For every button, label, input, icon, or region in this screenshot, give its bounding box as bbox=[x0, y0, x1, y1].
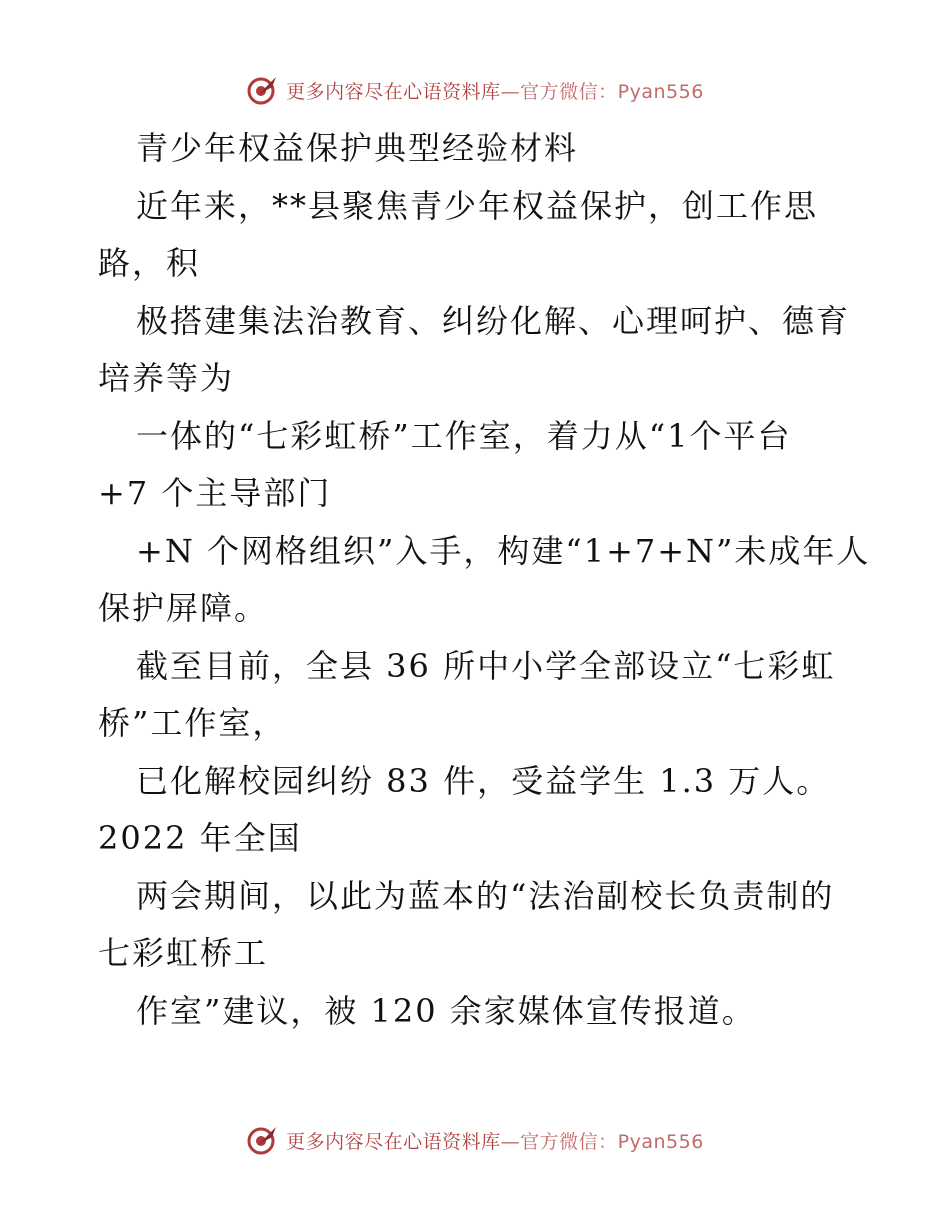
header-banner-text: 更多内容尽在心语资料库—官方微信：Pyan556 bbox=[286, 80, 704, 103]
document-body bbox=[98, 120, 871, 1040]
paragraph-line: 七彩虹桥工 bbox=[98, 934, 269, 972]
paragraph-line: 一体的“七彩虹桥”工作室，着力从“1个平台 bbox=[136, 416, 792, 455]
paragraph-line: 截至目前，全县 36 所中小学全部设立“七彩虹 bbox=[136, 646, 836, 685]
document-title: 青少年权益保护典型经验材料 bbox=[136, 129, 579, 167]
quill-pen-logo-icon bbox=[246, 73, 280, 107]
footer-banner-text: 更多内容尽在心语资料库—官方微信：Pyan556 bbox=[286, 1130, 704, 1153]
paragraph-line: 桥”工作室， bbox=[98, 704, 287, 742]
paragraph-line: 作室”建议，被 120 余家媒体宣传报道。 bbox=[136, 991, 756, 1030]
paragraph-line: 极搭建集法治教育、纠纷化解、心理呵护、德育 bbox=[136, 301, 851, 340]
paragraph-line: 两会期间，以此为蓝本的“法治副校长负责制的 bbox=[136, 876, 835, 915]
paragraph-line: +N 个网格组织”入手，构建“1+7+N”未成年人 bbox=[136, 531, 871, 570]
footer-banner bbox=[0, 1122, 950, 1158]
paragraph-line: 已化解校园纠纷 83 件，受益学生 1.3 万人。 bbox=[136, 761, 831, 800]
paragraph-line: 2022 年全国 bbox=[98, 819, 302, 857]
paragraph-line: 路，积 bbox=[98, 244, 201, 282]
paragraph-line: 培养等为 bbox=[98, 359, 235, 397]
quill-pen-logo-icon bbox=[246, 1123, 280, 1157]
header-banner bbox=[0, 72, 950, 108]
paragraph-line: +7 个主导部门 bbox=[98, 474, 332, 512]
paragraph-line: 保护屏障。 bbox=[98, 589, 269, 627]
paragraph-line: 近年来，**县聚焦青少年权益保护，创工作思 bbox=[136, 186, 819, 225]
